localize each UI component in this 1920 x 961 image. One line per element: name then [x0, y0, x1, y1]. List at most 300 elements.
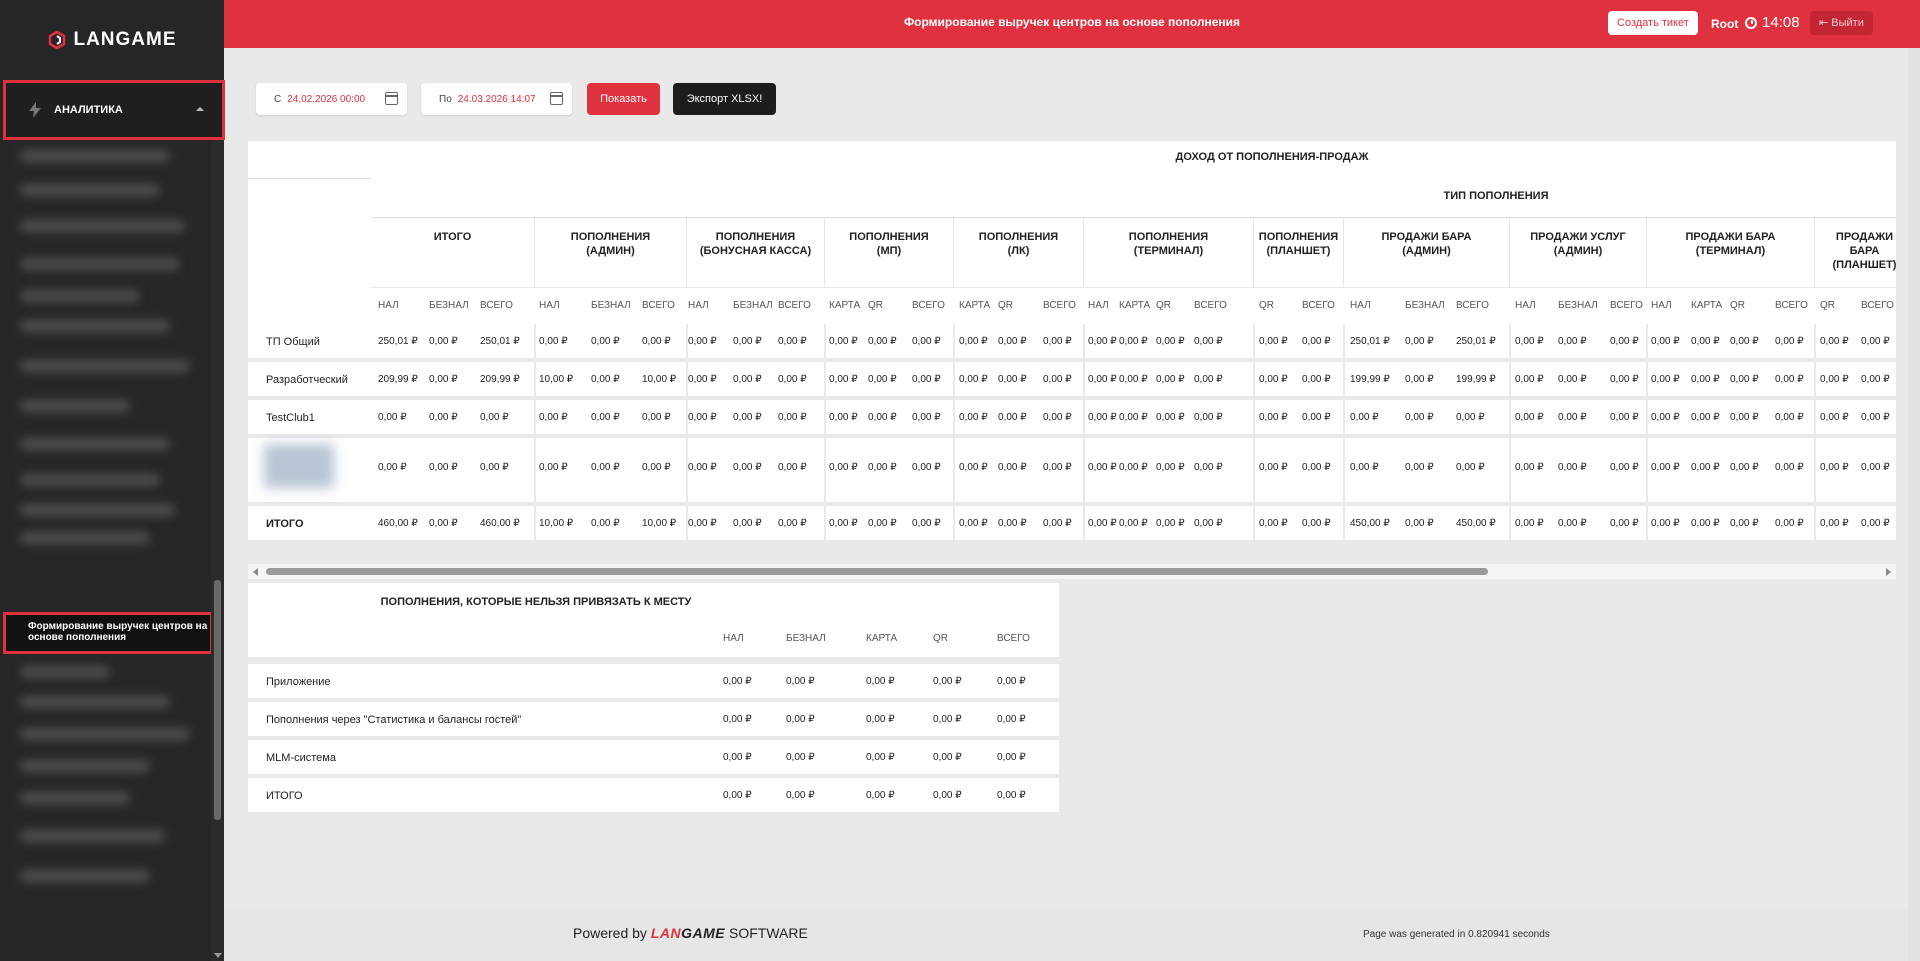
table-cell: 0,00 ₽	[912, 518, 941, 529]
column-separator	[686, 324, 688, 540]
column-header: ВСЕГО	[1610, 300, 1643, 311]
table-cell: 0,00 ₽	[1515, 374, 1544, 385]
column-header: НАЛ	[688, 300, 709, 311]
table-cell: 0,00 ₽	[1861, 462, 1890, 473]
table-cell: 0,00 ₽	[998, 462, 1027, 473]
table-cell: 0,00 ₽	[1730, 374, 1759, 385]
table-cell: 0,00 ₽	[1043, 374, 1072, 385]
table-cell: 0,00 ₽	[912, 462, 941, 473]
main-scrollbar[interactable]	[1908, 48, 1920, 961]
table-cell: 0,00 ₽	[642, 336, 671, 347]
table-cell: 0,00 ₽	[723, 676, 752, 687]
table-cell: 0,00 ₽	[1861, 374, 1890, 385]
table-cell: 0,00 ₽	[1820, 412, 1849, 423]
table-cell: 0,00 ₽	[429, 462, 458, 473]
table-cell: 0,00 ₽	[1558, 518, 1587, 529]
column-header: НАЛ	[1515, 300, 1536, 311]
powered-by	[573, 925, 808, 941]
table-cell: 0,00 ₽	[1610, 518, 1639, 529]
table-cell: 0,00 ₽	[723, 752, 752, 763]
date-from-value[interactable]: 24.02.2026 00:00	[287, 93, 366, 105]
date-from-field[interactable]	[256, 83, 407, 115]
table-cell: 0,00 ₽	[1350, 412, 1379, 423]
group-header: ПРОДАЖИ БАРА (ТЕРМИНАЛ)	[1647, 218, 1815, 288]
group-header: ПРОДАЖИ УСЛУГ (АДМИН)	[1510, 218, 1647, 288]
table-cell: 0,00 ₽	[1194, 374, 1223, 385]
table-row	[248, 740, 1059, 774]
column-separator	[1646, 324, 1648, 540]
table-cell: 0,00 ₽	[1302, 462, 1331, 473]
table-cell: 0,00 ₽	[1558, 462, 1587, 473]
table-cell: 0,00 ₽	[378, 412, 407, 423]
table-cell: 0,00 ₽	[868, 374, 897, 385]
table-cell: 450,00 ₽	[1456, 518, 1496, 529]
table-cell: 0,00 ₽	[1456, 462, 1485, 473]
table-cell: 0,00 ₽	[1610, 412, 1639, 423]
table-cell: 250,01 ₽	[1456, 336, 1496, 347]
table-cell: 0,00 ₽	[378, 462, 407, 473]
table-cell: 209,99 ₽	[480, 374, 520, 385]
column-header: НАЛ	[1350, 300, 1371, 311]
show-button[interactable]: Показать	[587, 83, 660, 115]
table-horizontal-scrollbar[interactable]	[248, 564, 1896, 579]
column-header: QR	[933, 633, 948, 644]
row-name: Приложение	[266, 676, 331, 688]
calendar-icon[interactable]	[550, 92, 563, 105]
column-header: БЕЗНАЛ	[786, 633, 826, 644]
table-cell: 0,00 ₽	[1691, 412, 1720, 423]
sidebar-scrollbar-thumb[interactable]	[214, 580, 221, 820]
table-cell: 0,00 ₽	[997, 676, 1026, 687]
group-header: ПОПОЛНЕНИЯ (ТЕРМИНАЛ)	[1084, 218, 1254, 288]
table-cell: 0,00 ₽	[998, 412, 1027, 423]
logout-icon: ⇤	[1819, 17, 1832, 29]
group-header: ПОПОЛНЕНИЯ (МП)	[825, 218, 954, 288]
table-cell: 0,00 ₽	[1730, 336, 1759, 347]
column-header: КАРТА	[959, 300, 991, 311]
table-cell: 0,00 ₽	[1119, 462, 1148, 473]
column-separator	[824, 324, 826, 540]
table-cell: 0,00 ₽	[997, 714, 1026, 725]
table-cell: 0,00 ₽	[539, 412, 568, 423]
table-cell: 0,00 ₽	[1259, 412, 1288, 423]
table-cell: 0,00 ₽	[997, 790, 1026, 801]
table-cell: 0,00 ₽	[733, 518, 762, 529]
table-cell: 0,00 ₽	[1651, 374, 1680, 385]
table-cell: 199,99 ₽	[1350, 374, 1390, 385]
calendar-icon[interactable]	[385, 92, 398, 105]
column-header: ВСЕГО	[997, 633, 1030, 644]
powered-brand-game: GAME	[681, 925, 726, 941]
table-cell: 0,00 ₽	[1515, 462, 1544, 473]
column-header: ВСЕГО	[912, 300, 945, 311]
table-cell: 250,01 ₽	[1350, 336, 1390, 347]
table-cell: 0,00 ₽	[1088, 336, 1117, 347]
column-header: QR	[868, 300, 883, 311]
table-cell: 0,00 ₽	[1302, 518, 1331, 529]
table-cell: 0,00 ₽	[591, 462, 620, 473]
table-cell: 10,00 ₽	[642, 374, 677, 385]
column-header: КАРТА	[1691, 300, 1723, 311]
table-cell: 0,00 ₽	[1775, 462, 1804, 473]
table-cell: 0,00 ₽	[1775, 518, 1804, 529]
table-cell: 0,00 ₽	[1691, 374, 1720, 385]
column-header: ВСЕГО	[1861, 300, 1894, 311]
table-cell: 0,00 ₽	[959, 412, 988, 423]
table-cell: 0,00 ₽	[786, 676, 815, 687]
sidebar-item-label: Формирование выручек центров на основе пополнения	[28, 621, 208, 643]
table-cell: 0,00 ₽	[1156, 462, 1185, 473]
table-cell: 450,00 ₽	[1350, 518, 1390, 529]
table-cell: 0,00 ₽	[912, 336, 941, 347]
table-cell: 0,00 ₽	[868, 462, 897, 473]
table-cell: 10,00 ₽	[539, 518, 574, 529]
table-cell: 0,00 ₽	[998, 374, 1027, 385]
table-cell: 0,00 ₽	[786, 752, 815, 763]
column-header: НАЛ	[1088, 300, 1109, 311]
table-cell: 0,00 ₽	[912, 374, 941, 385]
table-cell: 0,00 ₽	[1119, 374, 1148, 385]
table-cell: 0,00 ₽	[1259, 336, 1288, 347]
table-cell: 0,00 ₽	[868, 336, 897, 347]
table-cell: 0,00 ₽	[1088, 462, 1117, 473]
scroll-down-icon[interactable]	[214, 953, 222, 958]
powered-prefix: Powered by	[573, 925, 647, 941]
table-cell: 0,00 ₽	[1350, 462, 1379, 473]
table-cell: 0,00 ₽	[829, 336, 858, 347]
column-header: БЕЗНАЛ	[429, 300, 469, 311]
table-row	[248, 506, 1896, 540]
table-row	[248, 778, 1059, 812]
table-cell: 0,00 ₽	[480, 462, 509, 473]
table-row	[248, 702, 1059, 736]
table-cell: 0,00 ₽	[933, 714, 962, 725]
column-header: БЕЗНАЛ	[733, 300, 773, 311]
table-cell: 0,00 ₽	[778, 518, 807, 529]
column-separator	[1253, 324, 1255, 540]
langame-logo-icon	[47, 30, 67, 50]
group-header: ПОПОЛНЕНИЯ (АДМИН)	[535, 218, 687, 288]
table-cell: 0,00 ₽	[1456, 412, 1485, 423]
table-cell: 0,00 ₽	[1156, 374, 1185, 385]
table-cell: 0,00 ₽	[866, 676, 895, 687]
table-cell: 0,00 ₽	[829, 518, 858, 529]
table-cell: 0,00 ₽	[959, 462, 988, 473]
table-cell: 0,00 ₽	[829, 462, 858, 473]
table-cell: 0,00 ₽	[1775, 374, 1804, 385]
table-cell: 0,00 ₽	[723, 790, 752, 801]
table-cell: 0,00 ₽	[1730, 462, 1759, 473]
column-header: НАЛ	[378, 300, 399, 311]
table-cell: 0,00 ₽	[688, 412, 717, 423]
user-name[interactable]: Root	[1711, 17, 1739, 31]
table-cell: 0,00 ₽	[688, 336, 717, 347]
lightning-icon	[28, 102, 42, 118]
table-cell: 0,00 ₽	[1194, 518, 1223, 529]
topbar	[224, 0, 1920, 48]
group-header: ИТОГО	[371, 218, 535, 288]
column-header: ВСЕГО	[1775, 300, 1808, 311]
column-header: КАРТА	[829, 300, 861, 311]
clock-time: 14:08	[1762, 14, 1800, 31]
table-cell: 460,00 ₽	[480, 518, 520, 529]
table-cell: 0,00 ₽	[1651, 518, 1680, 529]
table-cell: 0,00 ₽	[1194, 462, 1223, 473]
table-cell: 0,00 ₽	[733, 336, 762, 347]
revenue-table-title: ДОХОД ОТ ПОПОЛНЕНИЯ-ПРОДАЖ	[1175, 151, 1369, 163]
table-cell: 0,00 ₽	[591, 518, 620, 529]
column-header: ВСЕГО	[1456, 300, 1489, 311]
table-cell: 0,00 ₽	[959, 336, 988, 347]
table-cell: 0,00 ₽	[1651, 412, 1680, 423]
column-separator	[1343, 324, 1345, 540]
table-cell: 0,00 ₽	[1820, 374, 1849, 385]
table-cell: 0,00 ₽	[1691, 462, 1720, 473]
table-cell: 10,00 ₽	[642, 518, 677, 529]
table-cell: 0,00 ₽	[688, 518, 717, 529]
table-cell: 0,00 ₽	[778, 374, 807, 385]
unbound-table-title: ПОПОЛНЕНИЯ, КОТОРЫЕ НЕЛЬЗЯ ПРИВЯЗАТЬ К МЕСТУ	[380, 596, 692, 608]
table-cell: 0,00 ₽	[778, 462, 807, 473]
table-cell: 0,00 ₽	[1651, 336, 1680, 347]
row-name: ТП Общий	[266, 336, 320, 348]
chevron-up-icon	[196, 107, 204, 111]
sidebar	[0, 0, 224, 961]
table-cell: 0,00 ₽	[1610, 374, 1639, 385]
table-cell: 199,99 ₽	[1456, 374, 1496, 385]
table-cell: 0,00 ₽	[998, 518, 1027, 529]
row-name: TestClub1	[266, 412, 315, 424]
column-header: НАЛ	[539, 300, 560, 311]
row-name: ИТОГО	[266, 790, 303, 802]
table-cell: 0,00 ₽	[1861, 336, 1890, 347]
table-cell: 0,00 ₽	[1651, 462, 1680, 473]
table-cell: 0,00 ₽	[868, 412, 897, 423]
date-to-value[interactable]: 24.03.2026 14:07	[457, 93, 536, 105]
column-separator	[1814, 324, 1816, 540]
column-header: БЕЗНАЛ	[1405, 300, 1445, 311]
revenue-table-subtitle: ТИП ПОПОЛНЕНИЯ	[1443, 190, 1549, 202]
table-cell: 0,00 ₽	[1610, 336, 1639, 347]
column-header: НАЛ	[1651, 300, 1672, 311]
column-header: QR	[998, 300, 1013, 311]
table-cell: 0,00 ₽	[1610, 462, 1639, 473]
column-subheader-row	[248, 288, 1896, 324]
powered-brand-lan: LAN	[650, 925, 682, 941]
table-cell: 0,00 ₽	[829, 374, 858, 385]
table-cell: 0,00 ₽	[1088, 518, 1117, 529]
table-row	[248, 324, 1896, 358]
table-cell: 0,00 ₽	[933, 676, 962, 687]
column-header: QR	[1156, 300, 1171, 311]
column-header: КАРТА	[1119, 300, 1151, 311]
table-cell: 0,00 ₽	[997, 752, 1026, 763]
clock	[1745, 14, 1800, 31]
table-cell: 0,00 ₽	[829, 412, 858, 423]
table-corner	[248, 178, 371, 288]
unbound-table-header	[248, 583, 1059, 657]
table-cell: 0,00 ₽	[429, 336, 458, 347]
column-header: ВСЕГО	[642, 300, 675, 311]
table-cell: 0,00 ₽	[1119, 412, 1148, 423]
scroll-left-icon[interactable]	[253, 568, 258, 576]
table-cell: 0,00 ₽	[1194, 336, 1223, 347]
table-cell: 0,00 ₽	[1558, 374, 1587, 385]
logout-button[interactable]	[1810, 11, 1873, 35]
table-cell: 0,00 ₽	[866, 714, 895, 725]
table-cell: 0,00 ₽	[1558, 336, 1587, 347]
table-cell: 0,00 ₽	[1259, 518, 1288, 529]
table-cell: 0,00 ₽	[866, 790, 895, 801]
row-name: Разработческий	[266, 374, 348, 386]
clock-icon	[1745, 17, 1757, 29]
table-cell: 0,00 ₽	[429, 412, 458, 423]
revenue-table	[248, 141, 1896, 579]
table-cell: 0,00 ₽	[429, 374, 458, 385]
table-cell: 209,99 ₽	[378, 374, 418, 385]
group-header: ПРОДАЖИ БАРА (АДМИН)	[1344, 218, 1510, 288]
page-title: Формирование выручек центров на основе пополнения	[903, 15, 1241, 29]
table-cell: 0,00 ₽	[1820, 518, 1849, 529]
create-ticket-button[interactable]: Создать тикет	[1608, 11, 1698, 35]
table-row	[248, 400, 1896, 434]
table-cell: 460,00 ₽	[378, 518, 418, 529]
table-cell: 0,00 ₽	[959, 518, 988, 529]
table-cell: 0,00 ₽	[1775, 412, 1804, 423]
table-cell: 0,00 ₽	[1405, 374, 1434, 385]
table-cell: 250,01 ₽	[480, 336, 520, 347]
column-header: БЕЗНАЛ	[1558, 300, 1598, 311]
sidebar-section-analytics[interactable]	[3, 80, 225, 140]
blurred-club-logo	[264, 444, 334, 488]
export-xlsx-button[interactable]: Экспорт XLSX!	[673, 83, 776, 115]
table-cell: 0,00 ₽	[1820, 462, 1849, 473]
sidebar-section-label: АНАЛИТИКА	[54, 104, 123, 116]
table-cell: 0,00 ₽	[1820, 336, 1849, 347]
group-header: ПОПОЛНЕНИЯ (БОНУСНАЯ КАССА)	[687, 218, 825, 288]
table-cell: 0,00 ₽	[733, 462, 762, 473]
scroll-right-icon[interactable]	[1886, 568, 1891, 576]
table-cell: 0,00 ₽	[733, 374, 762, 385]
table-cell: 0,00 ₽	[933, 790, 962, 801]
table-cell: 0,00 ₽	[786, 790, 815, 801]
table-cell: 0,00 ₽	[688, 462, 717, 473]
table-row	[248, 438, 1896, 502]
table-cell: 0,00 ₽	[866, 752, 895, 763]
sidebar-blurred-items	[0, 140, 210, 940]
table-cell: 0,00 ₽	[1730, 412, 1759, 423]
table-cell: 0,00 ₽	[591, 374, 620, 385]
table-cell: 0,00 ₽	[778, 412, 807, 423]
table-cell: 0,00 ₽	[933, 752, 962, 763]
table-cell: 0,00 ₽	[429, 518, 458, 529]
table-cell: 0,00 ₽	[591, 412, 620, 423]
group-header: ПОПОЛНЕНИЯ (ПЛАНШЕТ)	[1254, 218, 1344, 288]
page-generated-time: Page was generated in 0.820941 seconds	[1363, 929, 1550, 940]
column-header: ВСЕГО	[480, 300, 513, 311]
column-separator	[953, 324, 955, 540]
table-row	[248, 664, 1059, 698]
column-header: QR	[1820, 300, 1835, 311]
table-cell: 0,00 ₽	[642, 412, 671, 423]
column-header: ВСЕГО	[778, 300, 811, 311]
table-cell: 0,00 ₽	[1691, 518, 1720, 529]
group-header: ПРОДАЖИ БАРА (ПЛАНШЕТ)	[1815, 218, 1896, 288]
table-cell: 0,00 ₽	[723, 714, 752, 725]
table-cell: 0,00 ₽	[1691, 336, 1720, 347]
group-header-row	[371, 217, 1896, 287]
group-header: ПОПОЛНЕНИЯ (ЛК)	[954, 218, 1084, 288]
table-cell: 10,00 ₽	[539, 374, 574, 385]
row-name: Пополнения через "Статистика и балансы гостей"	[266, 714, 522, 726]
table-cell: 0,00 ₽	[1558, 412, 1587, 423]
table-cell: 0,00 ₽	[1861, 518, 1890, 529]
table-cell: 0,00 ₽	[1515, 518, 1544, 529]
table-cell: 0,00 ₽	[786, 714, 815, 725]
column-header: КАРТА	[866, 633, 898, 644]
column-header: QR	[1259, 300, 1274, 311]
logo-text: LANGAME	[73, 29, 177, 50]
table-cell: 0,00 ₽	[1405, 518, 1434, 529]
table-cell: 0,00 ₽	[912, 412, 941, 423]
table-cell: 0,00 ₽	[1775, 336, 1804, 347]
table-cell: 0,00 ₽	[959, 374, 988, 385]
table-cell: 0,00 ₽	[1405, 462, 1434, 473]
table-cell: 0,00 ₽	[1861, 412, 1890, 423]
column-header: ВСЕГО	[1302, 300, 1335, 311]
logo[interactable]	[0, 0, 224, 80]
table-cell: 0,00 ₽	[1156, 518, 1185, 529]
table-cell: 0,00 ₽	[1119, 336, 1148, 347]
column-header: ВСЕГО	[1194, 300, 1227, 311]
table-cell: 0,00 ₽	[1043, 462, 1072, 473]
table-cell: 0,00 ₽	[1259, 374, 1288, 385]
sidebar-item-revenue-formation[interactable]	[3, 612, 213, 654]
date-from-label: С	[274, 93, 282, 105]
footer	[224, 908, 1908, 961]
table-cell: 0,00 ₽	[480, 412, 509, 423]
horizontal-scrollbar-thumb[interactable]	[266, 568, 1488, 575]
table-cell: 0,00 ₽	[1119, 518, 1148, 529]
table-cell: 0,00 ₽	[998, 336, 1027, 347]
table-cell: 0,00 ₽	[1515, 336, 1544, 347]
powered-suffix: SOFTWARE	[729, 925, 808, 941]
table-cell: 0,00 ₽	[1043, 518, 1072, 529]
table-cell: 0,00 ₽	[1043, 336, 1072, 347]
sidebar-scrollbar[interactable]	[211, 140, 224, 961]
table-cell: 0,00 ₽	[1043, 412, 1072, 423]
table-cell: 0,00 ₽	[1302, 336, 1331, 347]
table-cell: 0,00 ₽	[591, 336, 620, 347]
date-to-label: По	[439, 93, 452, 105]
table-cell: 0,00 ₽	[1156, 336, 1185, 347]
table-cell: 0,00 ₽	[1156, 412, 1185, 423]
table-cell: 0,00 ₽	[1405, 336, 1434, 347]
table-cell: 0,00 ₽	[642, 462, 671, 473]
table-cell: 0,00 ₽	[1515, 412, 1544, 423]
date-to-field[interactable]	[421, 83, 572, 115]
table-cell: 250,01 ₽	[378, 336, 418, 347]
table-cell: 0,00 ₽	[688, 374, 717, 385]
table-cell: 0,00 ₽	[868, 518, 897, 529]
column-separator	[534, 324, 536, 540]
column-separator	[1083, 324, 1085, 540]
table-cell: 0,00 ₽	[539, 336, 568, 347]
table-row	[248, 362, 1896, 396]
table-cell: 0,00 ₽	[1302, 412, 1331, 423]
table-cell: 0,00 ₽	[733, 412, 762, 423]
table-cell: 0,00 ₽	[1302, 374, 1331, 385]
